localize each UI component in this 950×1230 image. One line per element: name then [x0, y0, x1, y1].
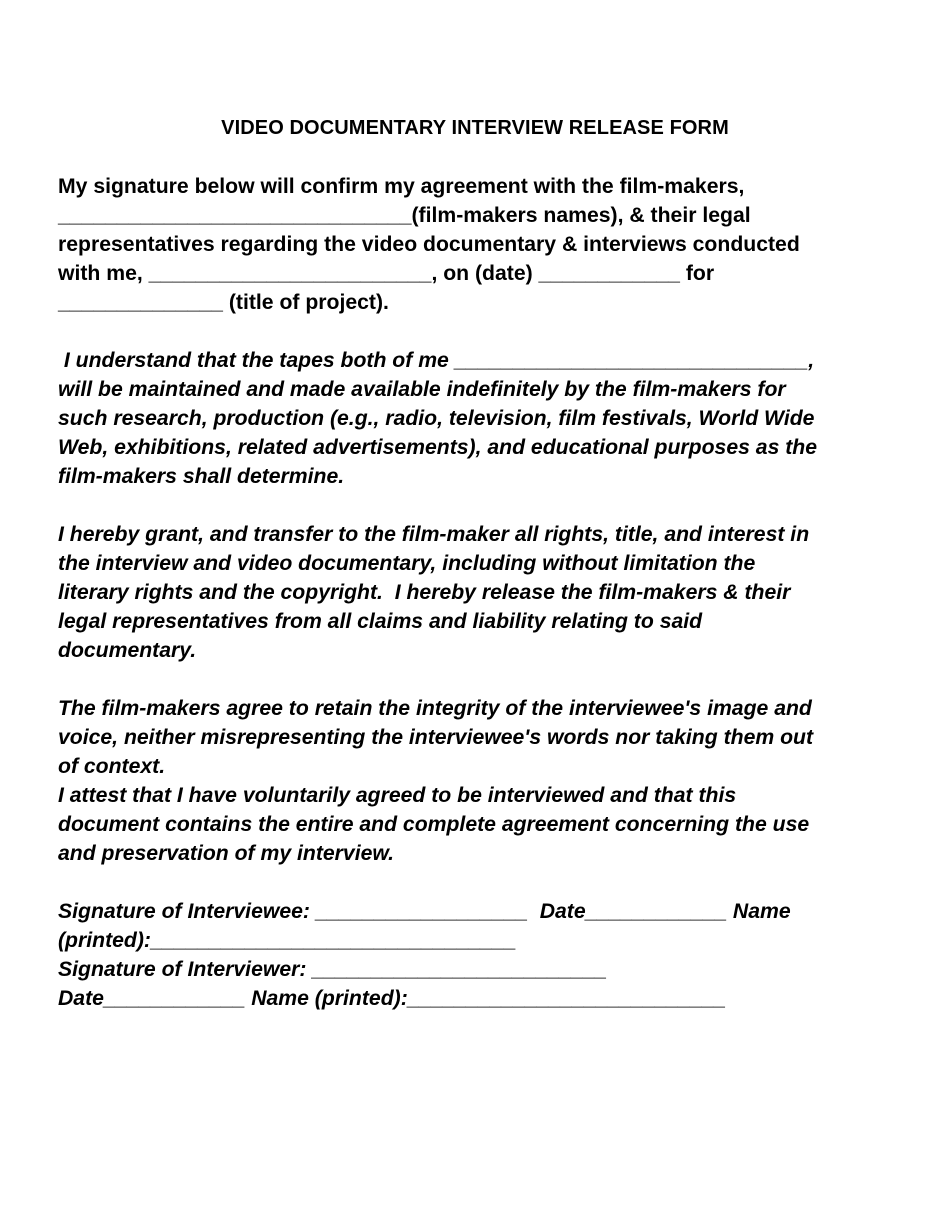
text-line: I attest that I have voluntarily agreed to be interviewed and that this [58, 784, 737, 807]
text-line: of context. [58, 755, 166, 778]
interviewee-name-line: (printed):_______________________________ [58, 929, 517, 952]
text-line: film-makers shall determine. [58, 465, 345, 488]
rights-paragraph [58, 520, 910, 665]
interviewer-signature-line: Signature of Interviewer: _________________________ [58, 958, 607, 981]
text-line: representatives regarding the video documentary & interviews conducted [58, 233, 800, 256]
usage-paragraph [58, 346, 910, 491]
text-line: The film-makers agree to retain the integrity of the interviewee's image and [58, 697, 812, 720]
text-line: documentary. [58, 639, 197, 662]
text-line: ______________ (title of project). [58, 291, 389, 314]
interviewer-date-name-line: Date____________ Name (printed):___________________________ [58, 987, 726, 1010]
interviewee-signature-line: Signature of Interviewee: __________________ Date____________ Name [58, 900, 791, 923]
integrity-paragraph [58, 694, 910, 868]
text-line: Web, exhibitions, related advertisements), and educational purposes as the [58, 436, 818, 459]
text-line: will be maintained and made available indefinitely by the film-makers for [58, 378, 786, 401]
text-line: such research, production (e.g., radio, television, film festivals, World Wide [58, 407, 815, 430]
signature-block [58, 897, 910, 1013]
text-line: voice, neither misrepresenting the interviewee's words nor taking them out [58, 726, 814, 749]
text-line: and preservation of my interview. [58, 842, 394, 865]
text-line: the interview and video documentary, including without limitation the [58, 552, 756, 575]
text-line: I hereby grant, and transfer to the film-maker all rights, title, and interest in [58, 523, 810, 546]
text-line: literary rights and the copyright. I hereby release the film-makers & their [58, 581, 791, 604]
text-line: legal representatives from all claims and liability relating to said [58, 610, 703, 633]
text-line: I understand that the tapes both of me ______________________________, [58, 349, 815, 372]
document-body [58, 172, 910, 1013]
page-title: VIDEO DOCUMENTARY INTERVIEW RELEASE FORM [221, 117, 729, 139]
text-line: ______________________________(film-makers names), & their legal [58, 204, 751, 227]
text-line: with me, ________________________, on (date) ____________ for [58, 262, 715, 285]
text-line: My signature below will confirm my agreement with the film-makers, [58, 175, 745, 198]
agreement-paragraph [58, 172, 910, 317]
text-line: document contains the entire and complete agreement concerning the use [58, 813, 810, 836]
